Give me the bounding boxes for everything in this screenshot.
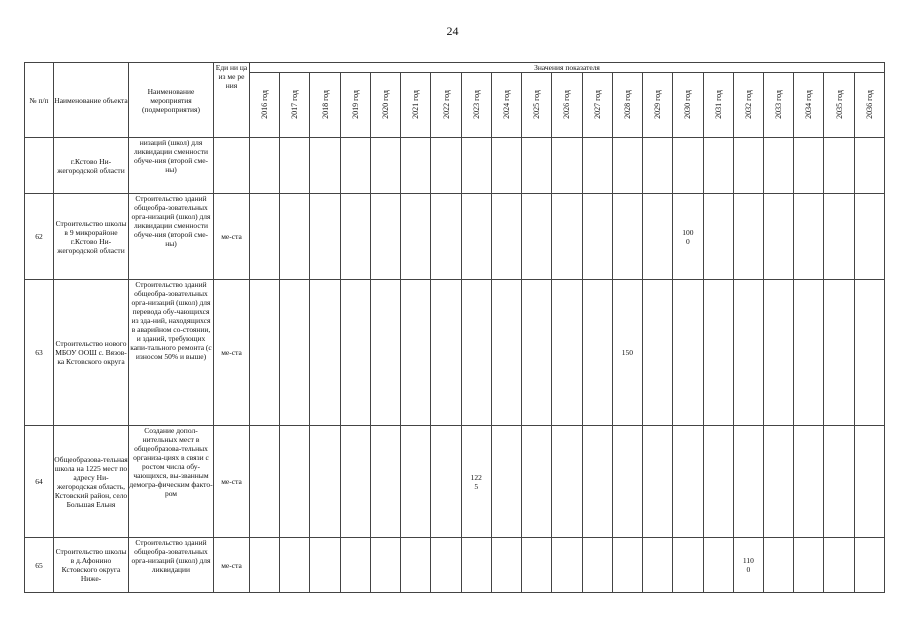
row-year-value [612, 538, 642, 593]
table-row [25, 538, 885, 593]
row-year-value [703, 194, 733, 280]
header-year-label: 2017 год [290, 89, 300, 119]
row-year-value [854, 138, 884, 194]
row-year-value [763, 138, 793, 194]
row-year-value [552, 280, 582, 426]
row-year-value [280, 194, 310, 280]
row-year-value [340, 280, 370, 426]
row-year-value [522, 194, 552, 280]
header-year-label: 2024 год [501, 89, 511, 119]
row-year-value [703, 138, 733, 194]
row-year-value [794, 426, 824, 538]
row-year-value [552, 194, 582, 280]
row-year-value [612, 138, 642, 194]
row-year-value [461, 538, 491, 593]
row-year-value [370, 280, 400, 426]
row-year-value [582, 280, 612, 426]
row-year-value [582, 138, 612, 194]
row-year-value [794, 280, 824, 426]
row-year-value [733, 194, 763, 280]
row-unit: ме-ста [214, 538, 250, 593]
row-year-value [310, 138, 340, 194]
row-year-value [612, 194, 642, 280]
row-year-value [401, 426, 431, 538]
row-number [25, 138, 54, 194]
row-year-value [703, 538, 733, 593]
row-year-value [401, 138, 431, 194]
row-year-value [280, 426, 310, 538]
row-year-value [401, 194, 431, 280]
header-year-label: 2021 год [411, 89, 421, 119]
row-year-value-filled: 150 [612, 280, 642, 426]
row-year-value [643, 138, 673, 194]
header-year [854, 73, 884, 138]
row-year-value [431, 538, 461, 593]
header-year-label: 2035 год [834, 89, 844, 119]
table-row [25, 138, 885, 194]
row-year-value [250, 426, 280, 538]
row-year-value [431, 280, 461, 426]
row-year-value [370, 426, 400, 538]
header-year-label: 2034 год [804, 89, 814, 119]
header-values-title: Значения показателя [250, 63, 885, 73]
table-header [25, 63, 885, 138]
row-year-value [552, 426, 582, 538]
row-object-name: г.Кстово Ни-жегородской области [54, 138, 129, 194]
header-year [491, 73, 521, 138]
page-number: 24 [446, 24, 459, 38]
row-year-value [854, 280, 884, 426]
header-year-label: 2018 год [320, 89, 330, 119]
row-year-value [673, 138, 703, 194]
header-num: № п/п [25, 63, 54, 138]
row-year-value [340, 426, 370, 538]
row-event-name: Строительство зданий общеобра-зовательных орга-низаций (школ) для ликвидации [129, 538, 214, 593]
header-unit: Еди ни ца из ме ре ния [214, 63, 250, 138]
header-year-label: 2025 год [532, 89, 542, 119]
row-year-value [310, 538, 340, 593]
row-year-value [733, 426, 763, 538]
row-unit: ме-ста [214, 280, 250, 426]
row-year-value [643, 194, 673, 280]
header-year-label: 2032 год [743, 89, 753, 119]
row-year-value [250, 194, 280, 280]
header-year [763, 73, 793, 138]
row-object-name: Строительство школы в д.Афонино Кстовского округа Ниже- [54, 538, 129, 593]
row-number: 65 [25, 538, 54, 593]
row-year-value [431, 138, 461, 194]
row-year-value [340, 538, 370, 593]
row-year-value [582, 538, 612, 593]
table-row [25, 426, 885, 538]
header-year [733, 73, 763, 138]
header-year [582, 73, 612, 138]
row-year-value [522, 280, 552, 426]
header-year [461, 73, 491, 138]
row-year-value-filled: 110 0 [733, 538, 763, 593]
row-year-value [461, 280, 491, 426]
row-year-value [522, 138, 552, 194]
table-row [25, 280, 885, 426]
row-object-name: Строительство школы в 9 микрорайоне г.Кстово Ни-жегородской области [54, 194, 129, 280]
header-year-label: 2027 год [592, 89, 602, 119]
header-year [522, 73, 552, 138]
row-year-value [491, 426, 521, 538]
row-year-value-filled: 122 5 [461, 426, 491, 538]
row-year-value [854, 538, 884, 593]
row-year-value [401, 280, 431, 426]
row-year-value [250, 538, 280, 593]
row-year-value [763, 538, 793, 593]
row-year-value [703, 280, 733, 426]
row-year-value [250, 280, 280, 426]
row-year-value [582, 426, 612, 538]
row-event-name: Строительство зданий общеобра-зовательных орга-низаций (школ) для ликвидации сменности обуче-ния (второй сме-ны) [129, 194, 214, 280]
header-year [280, 73, 310, 138]
header-year-label: 2033 год [774, 89, 784, 119]
header-year [250, 73, 280, 138]
row-year-value [280, 138, 310, 194]
header-year [794, 73, 824, 138]
header-year [552, 73, 582, 138]
header-year-label: 2023 год [471, 89, 481, 119]
row-year-value [824, 194, 854, 280]
row-number: 62 [25, 194, 54, 280]
row-year-value [522, 538, 552, 593]
row-year-value [673, 426, 703, 538]
header-year-label: 2028 год [622, 89, 632, 119]
header-year-label: 2019 год [350, 89, 360, 119]
header-year [612, 73, 642, 138]
row-year-value [733, 138, 763, 194]
row-event-name: Создание допол-нительных мест в общеобразова-тельных организа-циях в связи с ростом числа обу-чающихся, вы-званным демогра-фическим факто-ром [129, 426, 214, 538]
row-object-name: Строительство нового МБОУ ООШ с. Вязов-ка Кстовского округа [54, 280, 129, 426]
row-year-value [401, 538, 431, 593]
header-year [824, 73, 854, 138]
row-year-value [370, 194, 400, 280]
row-year-value [461, 138, 491, 194]
row-year-value [733, 280, 763, 426]
header-year-label: 2016 год [260, 89, 270, 119]
row-year-value [250, 138, 280, 194]
header-year [310, 73, 340, 138]
row-unit [214, 138, 250, 194]
row-year-value [491, 194, 521, 280]
row-unit: ме-ста [214, 426, 250, 538]
row-year-value [310, 194, 340, 280]
row-year-value [673, 538, 703, 593]
row-year-value [370, 538, 400, 593]
header-year [703, 73, 733, 138]
row-year-value [643, 426, 673, 538]
row-year-value [340, 138, 370, 194]
row-year-value-filled: 100 0 [673, 194, 703, 280]
table-body [25, 138, 885, 593]
row-number: 63 [25, 280, 54, 426]
row-event-name: Строительство зданий общеобра-зовательных орга-низаций (школ) для перевода обу-чающихся из зда-ний, находящихся в аварийном со-стоянии, и зданий, требующих капи-тального ремонта (с износом 50% и выше) [129, 280, 214, 426]
row-year-value [552, 138, 582, 194]
header-year-label: 2020 год [381, 89, 391, 119]
row-year-value [643, 538, 673, 593]
row-year-value [552, 538, 582, 593]
row-year-value [310, 280, 340, 426]
table-row [25, 194, 885, 280]
row-event-name: низаций (школ) для ликвидации сменности обуче-ния (второй сме-ны) [129, 138, 214, 194]
header-year [643, 73, 673, 138]
header-year-label: 2022 год [441, 89, 451, 119]
row-year-value [310, 426, 340, 538]
header-year [370, 73, 400, 138]
header-year-label: 2031 год [713, 89, 723, 119]
row-year-value [280, 538, 310, 593]
row-year-value [643, 280, 673, 426]
row-year-value [491, 138, 521, 194]
row-number: 64 [25, 426, 54, 538]
row-year-value [763, 280, 793, 426]
header-year [673, 73, 703, 138]
row-year-value [461, 194, 491, 280]
row-year-value [431, 426, 461, 538]
row-year-value [794, 194, 824, 280]
row-year-value [582, 194, 612, 280]
indicator-table [24, 62, 885, 593]
row-year-value [491, 538, 521, 593]
header-year-label: 2029 год [653, 89, 663, 119]
row-year-value [431, 194, 461, 280]
header-year [431, 73, 461, 138]
row-year-value [824, 138, 854, 194]
header-event: Наименование мероприятия (подмероприятия) [129, 63, 214, 138]
row-unit: ме-ста [214, 194, 250, 280]
row-year-value [824, 280, 854, 426]
row-year-value [794, 538, 824, 593]
row-year-value [824, 538, 854, 593]
row-year-value [794, 138, 824, 194]
row-year-value [824, 426, 854, 538]
row-object-name: Общеобразова-тельная школа на 1225 мест по адресу Ни-жегородская область, Кстовский район, село Большая Ельня [54, 426, 129, 538]
row-year-value [763, 426, 793, 538]
header-year-label: 2036 год [864, 89, 874, 119]
row-year-value [491, 280, 521, 426]
header-year [340, 73, 370, 138]
header-year-label: 2030 год [683, 89, 693, 119]
row-year-value [763, 194, 793, 280]
row-year-value [854, 194, 884, 280]
row-year-value [280, 280, 310, 426]
header-year-label: 2026 год [562, 89, 572, 119]
row-year-value [854, 426, 884, 538]
row-year-value [522, 426, 552, 538]
header-year [401, 73, 431, 138]
header-object: Наименование объекта [54, 63, 129, 138]
row-year-value [703, 426, 733, 538]
row-year-value [340, 194, 370, 280]
row-year-value [673, 280, 703, 426]
row-year-value [370, 138, 400, 194]
row-year-value [612, 426, 642, 538]
